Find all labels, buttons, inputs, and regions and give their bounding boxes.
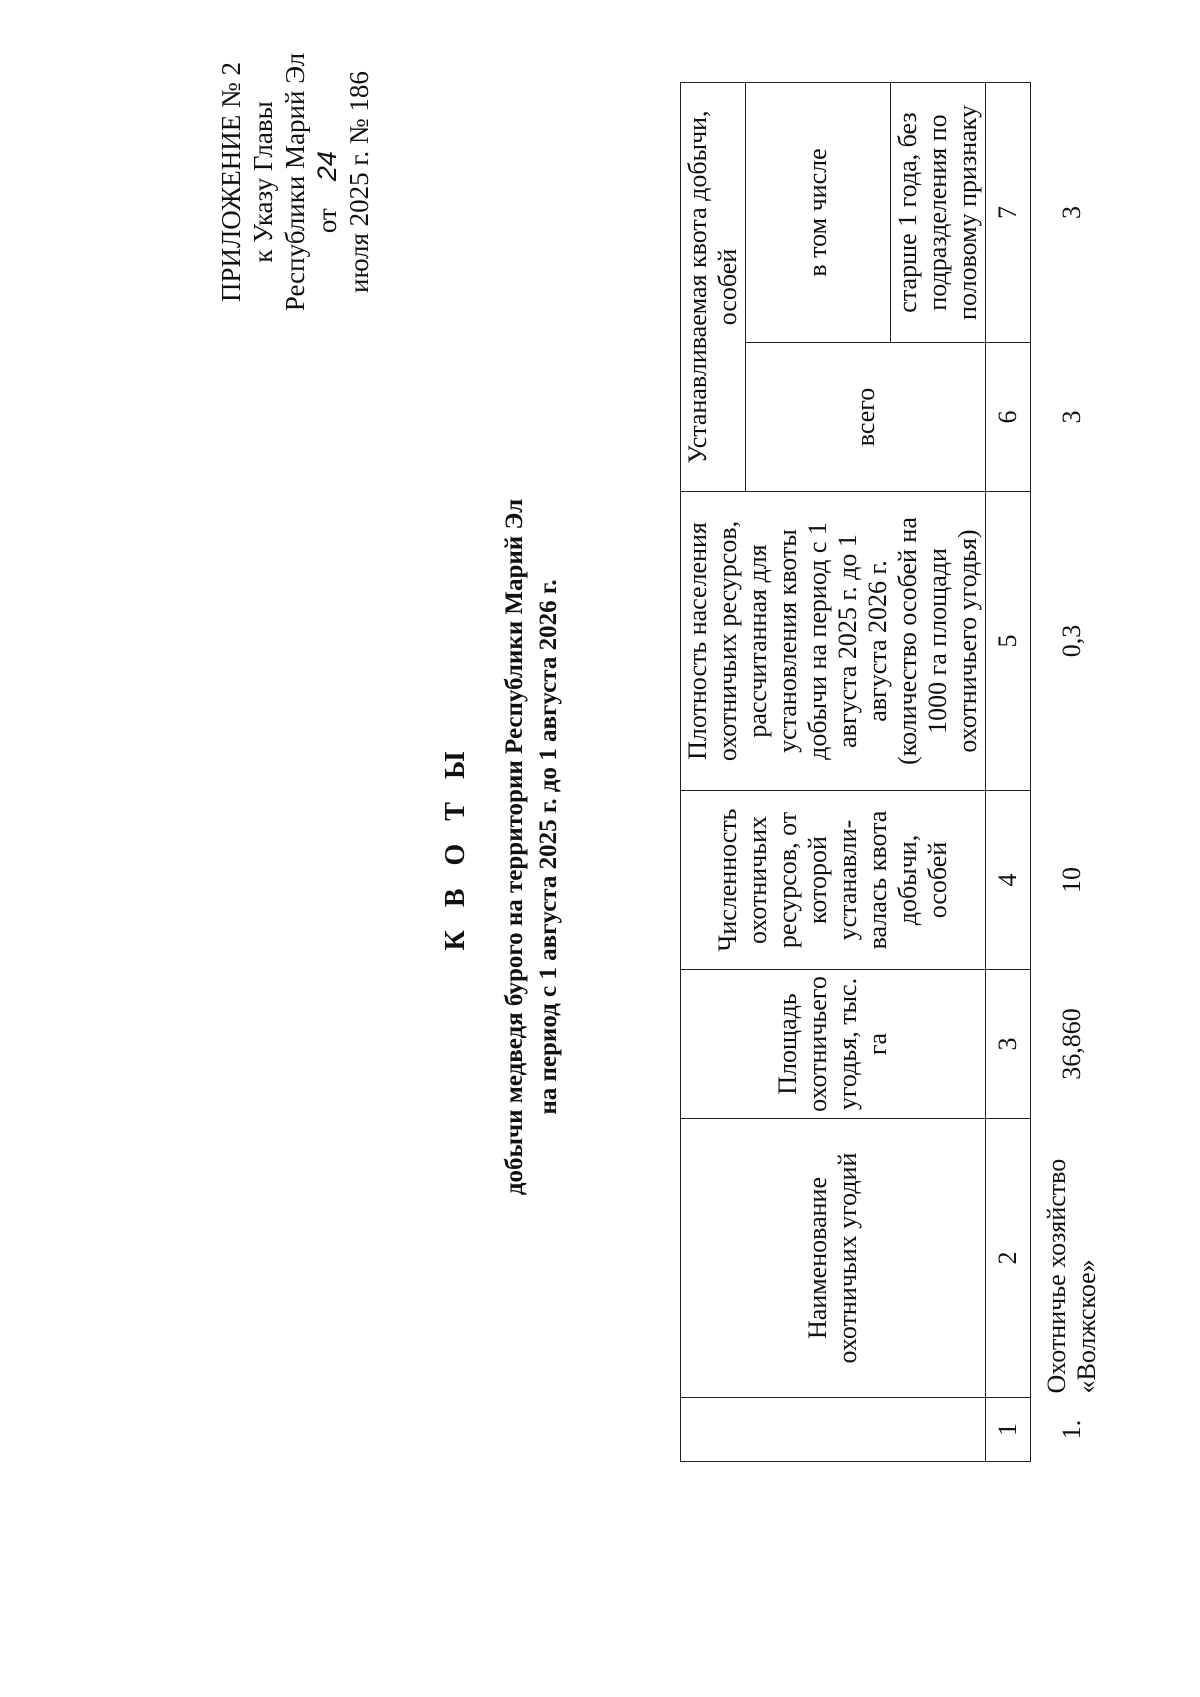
row-area: 36,860 <box>1057 1008 1086 1080</box>
attachment-republic: Республики Марий Эл <box>280 52 310 312</box>
header-col7-group: в том числе <box>746 83 891 343</box>
attachment-title: ПРИЛОЖЕНИЕ № 2 <box>216 61 246 303</box>
table-column-numbers <box>986 83 1031 1462</box>
document-subtitle-line1: добычи медведя бурого на территории Республики Марий Эл <box>501 498 528 1196</box>
document-subtitle-line2: на период с 1 августа 2025 г. до 1 августа 2026 г. <box>535 579 562 1115</box>
title-block <box>440 247 566 1447</box>
header-col6-group: Устанавливаемая квота добычи, особей <box>681 83 746 492</box>
col-number-2: 2 <box>986 1119 1031 1398</box>
col-number-1: 1 <box>986 1398 1031 1462</box>
col-number-6: 6 <box>986 343 1031 492</box>
col-number-7: 7 <box>986 83 1031 343</box>
table-row <box>1031 83 1114 1462</box>
date-prefix: от <box>312 208 342 234</box>
row-quota-older: 3 <box>1057 206 1086 219</box>
row-quota-total: 3 <box>1057 410 1086 424</box>
attachment-date <box>311 17 375 347</box>
row-count: 10 <box>1057 867 1086 893</box>
document-title: К В О Т Ы <box>440 743 471 951</box>
attachment-decree: к Указу Главы <box>248 101 278 263</box>
quota-table <box>680 82 1113 1462</box>
attachment-block <box>215 17 375 347</box>
header-col2: Наименование охотничьих угодий <box>681 1119 986 1398</box>
header-col3: Площадь охотничьего угодья, тыс. га <box>681 970 986 1119</box>
header-col5: Плотность населения охотничьих ресурсов, рассчитанная для установления квоты добычи на период с 1 августа 2025 г. до 1 августа 2026 г. (количество особей на 1000 га площади охотничьего угодья) <box>681 492 986 791</box>
col-number-4: 4 <box>986 791 1031 970</box>
row-number: 1. <box>1057 1419 1086 1440</box>
date-day: 24 <box>312 151 342 182</box>
header-col6: всего <box>746 343 986 492</box>
header-col4: Численность охотничьих ресурсов, от которой устанавли-валась квота добычи, особей <box>681 791 986 970</box>
row-hunting-ground-name: Охотничье хозяйство «Волжское» <box>1042 1158 1101 1394</box>
col-number-5: 5 <box>986 492 1031 791</box>
header-col1 <box>681 1398 986 1462</box>
col-number-3: 3 <box>986 970 1031 1119</box>
date-rest: июля 2025 г. № 186 <box>344 71 374 293</box>
row-density: 0,3 <box>1057 624 1086 658</box>
header-col7: старше 1 года, без подразделения по половому признаку <box>891 83 986 343</box>
table-header-row-1 <box>681 83 746 1462</box>
